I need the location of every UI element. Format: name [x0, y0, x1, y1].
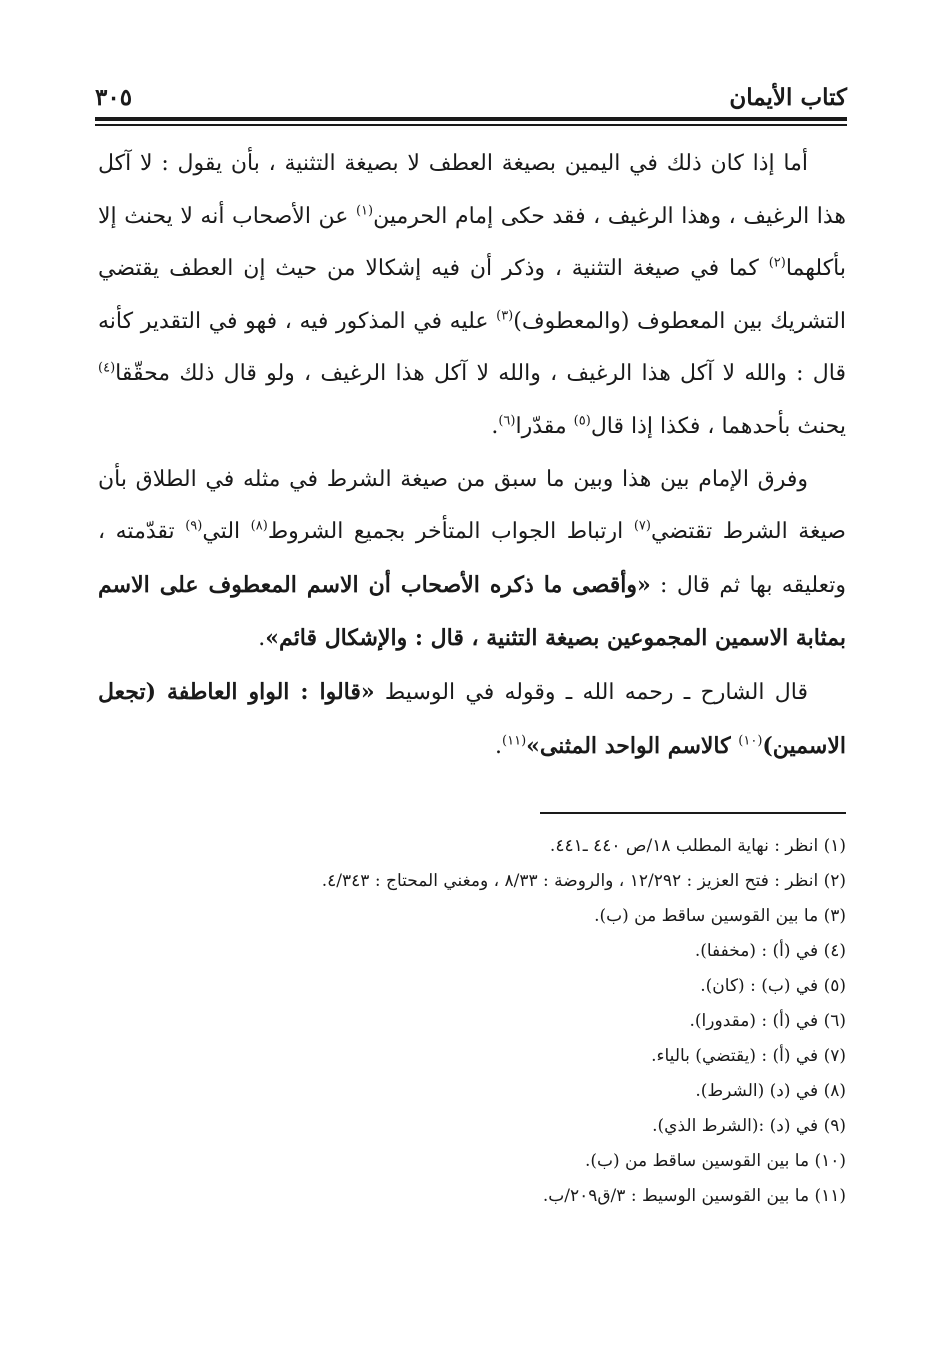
book-title: كتاب الأيمان	[729, 84, 847, 111]
text-run: وفرق الإمام بين هذا وبين ما سبق من صيغة الشرط في مثله في الطلاق بأن صيغة الشرط تقتضي	[98, 466, 846, 545]
footnote-ref: (٦)	[498, 413, 516, 429]
footnote-ref: (٧)	[633, 518, 651, 534]
text-run: تقدّمته ، وتعليقه بها ثم قال :	[98, 519, 846, 598]
text-run: يحنث بأحدهما ، فكذا إذا قال	[590, 413, 846, 439]
paragraph-2	[98, 454, 846, 666]
footnote-ref: (٤)	[98, 361, 116, 377]
text-run: عليه في المذكور فيه ، فهو في التقدير كأنه قال : والله لا آكل هذا الرغيف ، والله لا آكل هذا الرغيف ، ولو قال ذلك محقّقا	[98, 308, 846, 387]
footnote-ref: (١١)	[502, 733, 527, 749]
quoted-text: «قالوا : الواو العاطفة (تجعل الاسمين)	[98, 678, 846, 759]
text-run: التي	[202, 519, 251, 545]
text-run: أما إذا كان ذلك في اليمين بصيغة العطف لا بصيغة التثنية ، بأن يقول : لا آكل هذا الرغيف ، وهذا الرغيف ، فقد حكى إمام الحرمين	[98, 151, 846, 229]
text-run: .	[491, 413, 499, 439]
footnote-ref: (٩)	[185, 518, 203, 534]
footnote: (٧) في (أ) : (يقتضي) بالياء.	[651, 1046, 846, 1066]
footnote: (٣) ما بين القوسين ساقط من (ب).	[594, 906, 846, 926]
footnote: (٢) انظر : فتح العزيز : ١٢/٢٩٢ ، والروضة : ٨/٣٣ ، ومغني المحتاج : ٤/٣٤٣.	[321, 871, 846, 891]
footnote-ref: (٢)	[768, 255, 786, 271]
text-run: كما في صيغة التثنية ، وذكر أن فيه إشكالا من حيث إن العطف يقتضي التشريك بين المعطوف (والمعطوف)	[98, 256, 846, 334]
text-run: قال الشارح ـ رحمه الله ـ وقوله في الوسيط	[374, 679, 808, 705]
footnote: (٦) في (أ) : (مقدورا).	[689, 1011, 846, 1031]
main-text	[98, 138, 846, 773]
footnote-ref: (٨)	[250, 518, 268, 534]
text-run: ارتباط الجواب المتأخر بجميع الشروط	[267, 519, 634, 545]
footnote: (٩) في (د) :(الشرط الذي).	[652, 1116, 846, 1136]
footnote: (١١) ما بين القوسين الوسيط : ٣/ق٢٠٩/ب.	[542, 1186, 846, 1206]
text-run: .	[495, 733, 503, 759]
footnote-ref: (١٠)	[738, 733, 763, 749]
paragraph-1	[98, 138, 846, 454]
footnote-ref: (٣)	[496, 308, 514, 324]
text-run: عن الأصحاب أنه لا يحنث إلا بأكلهما	[98, 203, 846, 282]
page-number: ٣٠٥	[95, 84, 133, 111]
running-header	[95, 78, 847, 118]
header-rule-thin	[95, 124, 847, 126]
header-rule-thick	[95, 117, 847, 121]
footnote: (٨) في (د) (الشرط).	[695, 1081, 846, 1101]
footnotes	[94, 829, 846, 1214]
footnote: (١) انظر : نهاية المطلب ١٨/ص ٤٤٠ ـ٤٤١.	[549, 836, 846, 856]
footnote: (١٠) ما بين القوسين ساقط من (ب).	[584, 1151, 846, 1171]
footnote-ref: (١)	[355, 203, 374, 219]
footnote: (٥) في (ب) : (كان).	[700, 976, 846, 996]
text-run: مقدّرا	[515, 413, 574, 439]
quoted-text: كالاسم الواحد المثنى»	[526, 732, 739, 759]
footnote-separator	[540, 812, 846, 814]
text-run: .	[258, 626, 266, 652]
footnote-ref: (٥)	[573, 413, 591, 429]
paragraph-3	[98, 666, 846, 773]
footnote: (٤) في (أ) : (مخففا).	[694, 941, 846, 961]
quoted-text: «وأقصى ما ذكره الأصحاب أن الاسم المعطوف على الاسم بمثابة الاسمين المجموعين بصيغة التثنية ، قال : والإشكال قائم»	[98, 571, 846, 652]
